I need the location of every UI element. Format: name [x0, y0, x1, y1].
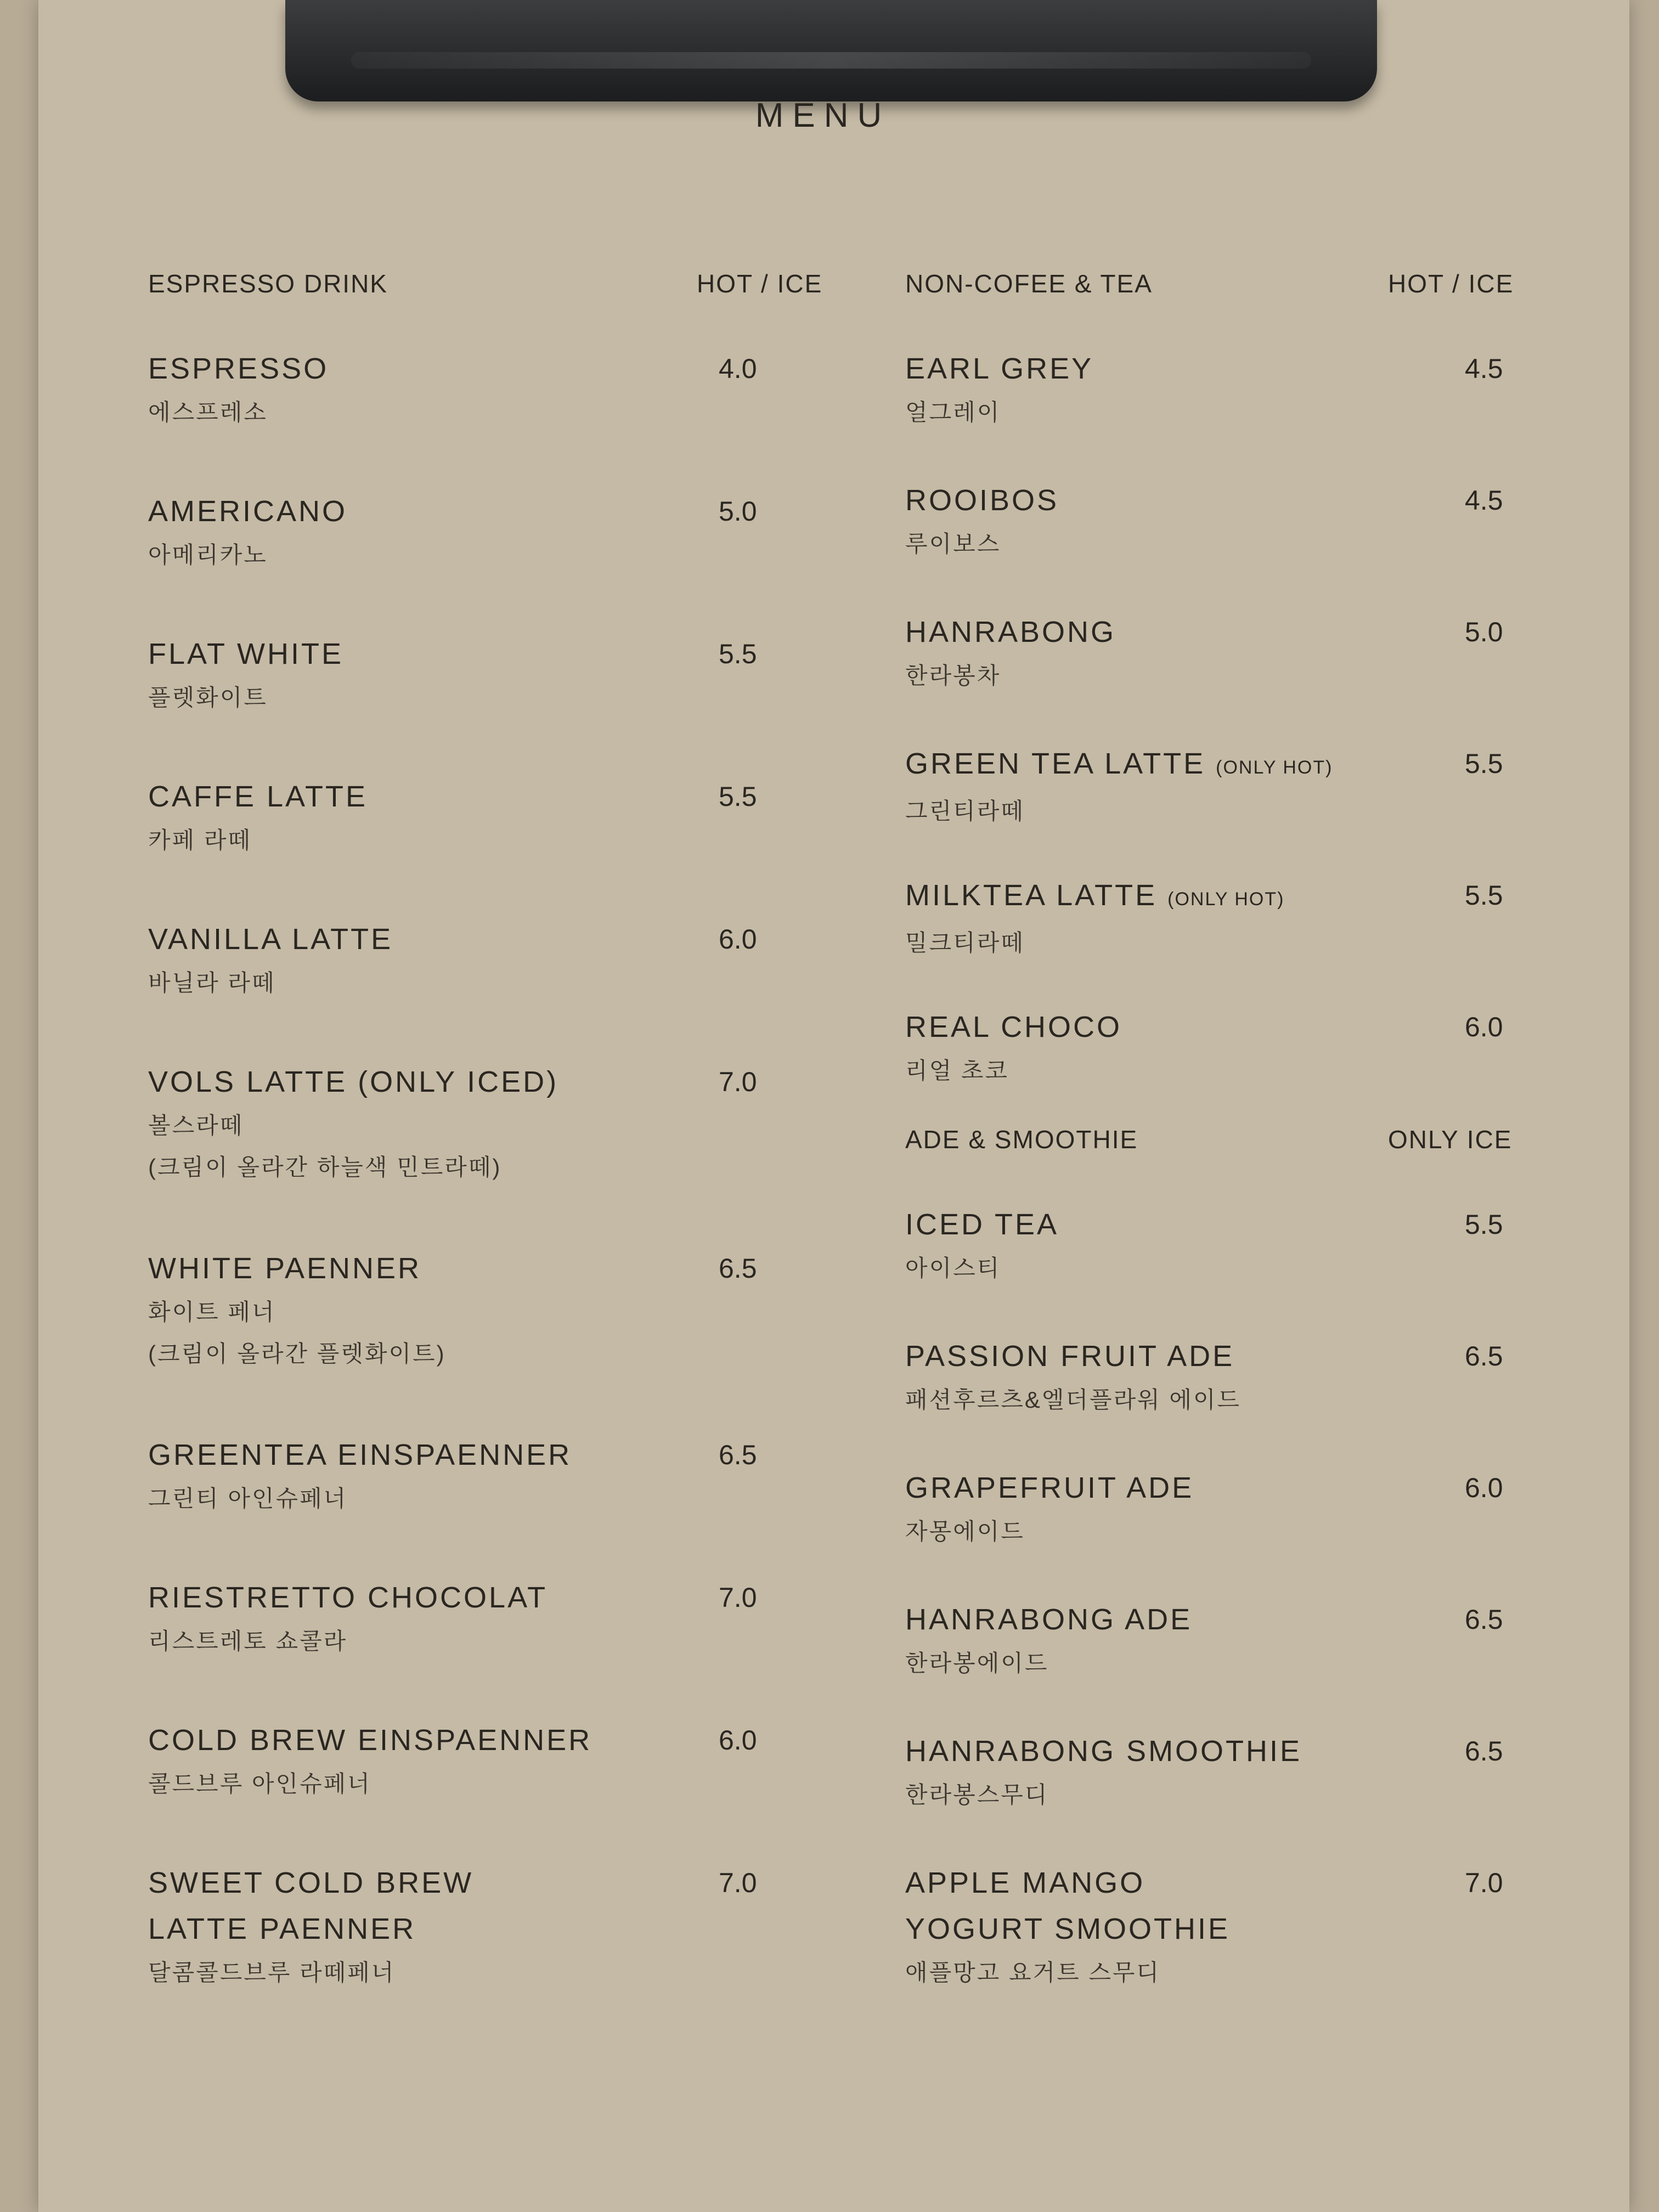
menu-item-grapefruit-ade	[905, 1465, 1591, 1575]
item-name: FLAT WHITE	[148, 637, 344, 670]
menu-item-greentea-einspaenner	[148, 1432, 850, 1553]
item-price: 5.5	[719, 781, 757, 812]
item-korean: 한라봉스무디	[905, 1782, 1049, 1808]
item-korean: 아이스티	[905, 1255, 1001, 1281]
espresso-column	[148, 263, 850, 2024]
item-name: GREENTEA EINSPAENNER	[148, 1438, 572, 1471]
item-korean: 플렛화이트	[148, 685, 268, 710]
item-name: REAL CHOCO	[905, 1011, 1122, 1043]
menu-sheet	[38, 0, 1629, 2212]
menu-item-cold-brew-einspaenner	[148, 1717, 850, 1838]
menu-item-vols-latte	[148, 1059, 850, 1223]
item-price: 4.5	[1465, 485, 1503, 516]
price-header: ONLY ICE	[1388, 1125, 1513, 1154]
item-korean: 애플망고 요거트 스무디	[905, 1960, 1161, 1985]
item-price: 6.0	[1465, 1472, 1503, 1503]
item-name: CAFFE LATTE	[148, 780, 368, 813]
item-price: 6.5	[1465, 1736, 1503, 1767]
item-price: 7.0	[719, 1867, 757, 1898]
item-name: VANILLA LATTE	[148, 923, 393, 956]
item-name: VOLS LATTE (ONLY ICED)	[148, 1065, 559, 1098]
item-korean: 그린티라떼	[905, 798, 1025, 824]
item-price: 4.5	[1465, 353, 1503, 384]
item-korean: 에스프레소	[148, 399, 268, 425]
menu-item-caffe-latte	[148, 774, 850, 894]
item-price: 6.0	[719, 1725, 757, 1756]
item-korean: 리얼 초코	[905, 1058, 1009, 1084]
item-name: MILKTEA LATTE (ONLY HOT)	[905, 879, 1285, 912]
item-name: AMERICANO	[148, 495, 348, 528]
item-korean: 달콤콜드브루 라떼페너	[148, 1960, 396, 1985]
menu-item-riestretto-chocolat	[148, 1575, 850, 1695]
item-name: EARL GREY	[905, 352, 1094, 385]
item-name: ICED TEA	[905, 1208, 1059, 1241]
item-price: 6.5	[719, 1253, 757, 1284]
item-price: 6.0	[719, 924, 757, 955]
item-korean: 아메리카노	[148, 542, 268, 568]
menu-item-passion-fruit-ade	[905, 1333, 1591, 1443]
item-price: 6.5	[719, 1440, 757, 1470]
menu-item-milktea-latte	[905, 872, 1591, 982]
item-name: PASSION FRUIT ADE	[905, 1340, 1235, 1373]
price-header: HOT / ICE	[1388, 269, 1514, 298]
menu-item-hanrabong	[905, 609, 1591, 719]
item-name: SWEET COLD BREW LATTE PAENNER	[148, 1866, 474, 1945]
item-korean: 한라봉차	[905, 663, 1001, 689]
item-price: 5.5	[1465, 1209, 1503, 1240]
item-price: 6.5	[1465, 1341, 1503, 1372]
item-price: 7.0	[719, 1066, 757, 1097]
menu-item-rooibos	[905, 477, 1591, 587]
item-price: 7.0	[719, 1582, 757, 1613]
section-title: NON-COFEE & TEA	[905, 269, 1153, 298]
menu-item-hanrabong-smoothie	[905, 1728, 1591, 1838]
item-name: GRAPEFRUIT ADE	[905, 1471, 1194, 1504]
item-korean: 루이보스	[905, 531, 1001, 557]
item-korean: 바닐라 라떼	[148, 970, 276, 996]
clipboard-clip	[285, 0, 1377, 101]
item-korean: 콜드브루 아인슈페너	[148, 1771, 371, 1797]
espresso-section-header	[148, 263, 850, 324]
item-name: HANRABONG	[905, 616, 1116, 648]
item-price: 5.5	[719, 639, 757, 669]
menu-item-white-paenner	[148, 1245, 850, 1410]
item-price: 6.0	[1465, 1012, 1503, 1042]
non-coffee-section-header	[905, 263, 1591, 324]
item-price: 6.5	[1465, 1604, 1503, 1635]
menu-item-earl-grey	[905, 346, 1591, 455]
item-price: 5.5	[1465, 880, 1503, 911]
item-korean: 리스트레토 쇼콜라	[148, 1628, 348, 1654]
item-korean: 볼스라떼 (크림이 올라간 하늘색 민트라떼)	[148, 1113, 502, 1180]
item-note: (ONLY HOT)	[1216, 757, 1333, 778]
item-korean: 자몽에이드	[905, 1519, 1025, 1544]
menu-item-espresso	[148, 346, 850, 466]
ade-section-header	[905, 1119, 1591, 1180]
section-title: ADE & SMOOTHIE	[905, 1125, 1138, 1154]
item-note: (ONLY HOT)	[1167, 889, 1285, 910]
menu-item-sweet-cold-brew	[148, 1860, 850, 2024]
item-korean: 그린티 아인슈페너	[148, 1486, 348, 1511]
item-name: HANRABONG SMOOTHIE	[905, 1735, 1302, 1768]
menu-item-green-tea-latte	[905, 741, 1591, 850]
item-korean: 밀크티라떼	[905, 930, 1025, 956]
item-price: 7.0	[1465, 1867, 1503, 1898]
section-title: ESPRESSO DRINK	[148, 269, 388, 298]
menu-item-hanrabong-ade	[905, 1596, 1591, 1706]
item-name: GREEN TEA LATTE (ONLY HOT)	[905, 747, 1333, 780]
item-korean: 한라봉에이드	[905, 1650, 1049, 1676]
menu-title: MENU	[755, 97, 891, 134]
item-price: 5.0	[1465, 617, 1503, 647]
item-name: WHITE PAENNER	[148, 1252, 422, 1285]
item-name: HANRABONG ADE	[905, 1603, 1193, 1636]
menu-item-apple-mango-smoothie	[905, 1860, 1591, 1997]
item-korean: 패션후르츠&엘더플라워 에이드	[905, 1387, 1242, 1413]
item-price: 5.5	[1465, 748, 1503, 779]
price-header: HOT / ICE	[697, 269, 823, 298]
item-korean: 얼그레이	[905, 399, 1001, 425]
menu-item-flat-white	[148, 631, 850, 752]
item-price: 5.0	[719, 496, 757, 527]
menu-item-iced-tea	[905, 1201, 1591, 1311]
clip-highlight	[351, 52, 1311, 69]
item-korean: 카페 라떼	[148, 827, 252, 853]
item-name: ESPRESSO	[148, 352, 329, 385]
item-name: APPLE MANGO YOGURT SMOOTHIE	[905, 1866, 1231, 1945]
item-name: COLD BREW EINSPAENNER	[148, 1724, 592, 1757]
menu-item-real-choco	[905, 1004, 1591, 1114]
item-price: 4.0	[719, 353, 757, 384]
non-coffee-column	[905, 263, 1591, 1997]
item-korean: 화이트 페너 (크림이 올라간 플렛화이트)	[148, 1299, 446, 1367]
item-name: ROOIBOS	[905, 484, 1059, 517]
menu-item-vanilla-latte	[148, 916, 850, 1037]
item-name: RIESTRETTO CHOCOLAT	[148, 1581, 548, 1614]
menu-item-americano	[148, 488, 850, 609]
